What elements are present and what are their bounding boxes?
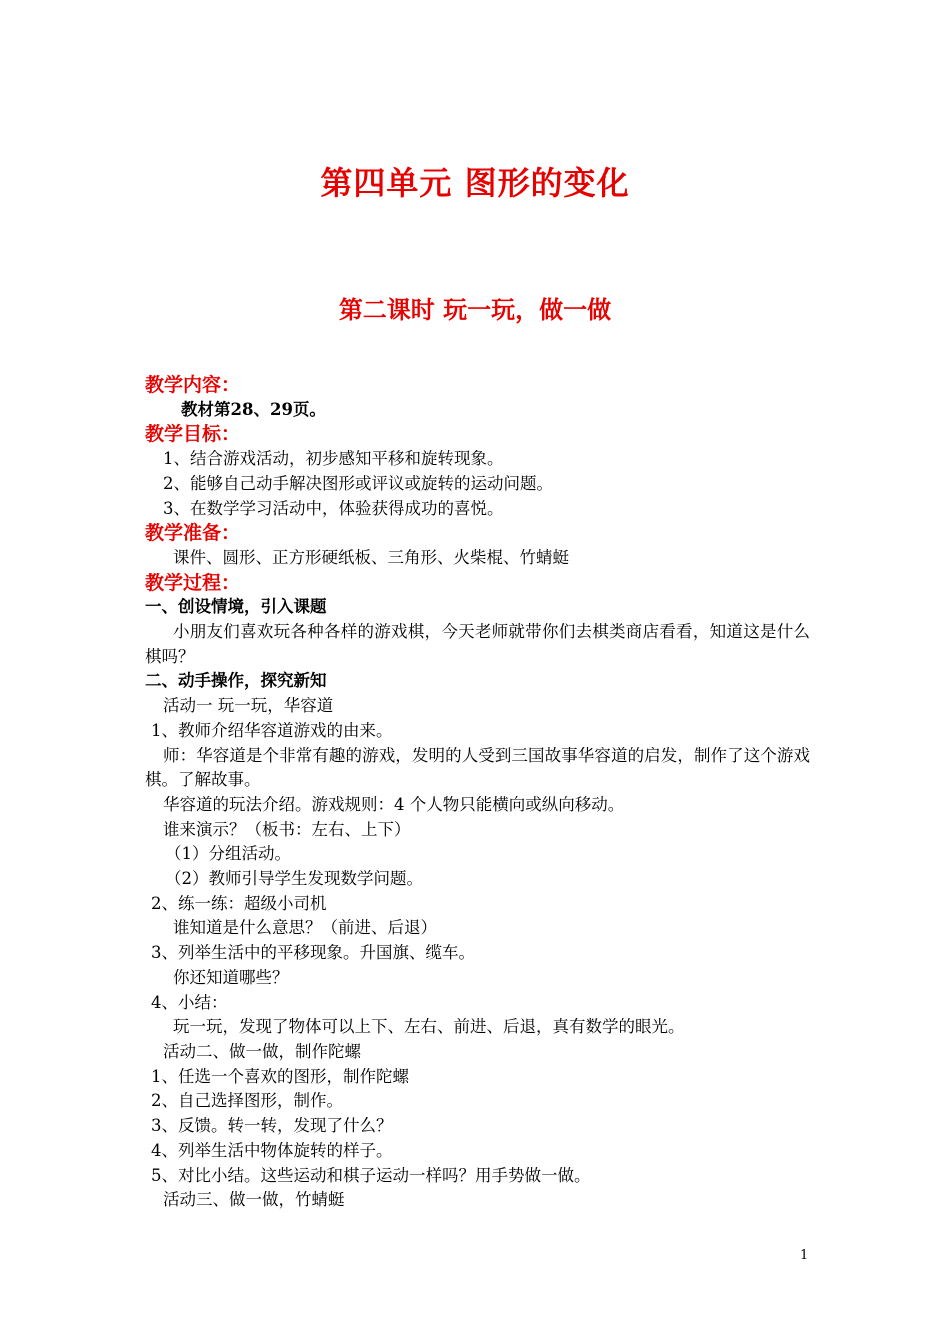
- process-line: 谁来演示？（板书：左右、上下）: [163, 819, 411, 839]
- prep-text: 课件、圆形、正方形硬纸板、三角形、火柴棍、竹蜻蜓: [173, 547, 569, 567]
- process-line: 2、练一练：超级小司机: [151, 893, 327, 913]
- process-line: 5、对比小结。这些运动和棋子运动一样吗？用手势做一做。: [151, 1165, 591, 1185]
- goal-item: 2、能够自己动手解决图形或评议或旋转的运动问题。: [163, 473, 553, 493]
- unit-title: 第四单元 图形的变化: [320, 164, 630, 202]
- goal-item: 1、结合游戏活动，初步感知平移和旋转现象。: [163, 449, 504, 469]
- page-number: 1: [800, 1248, 809, 1263]
- process-line: 活动三、做一做，竹蜻蜓: [163, 1190, 345, 1210]
- process-part1-heading: 一、创设情境，引入课题: [145, 597, 327, 617]
- process-line: 你还知道哪些？: [173, 967, 289, 987]
- section-heading-content: 教学内容：: [145, 374, 241, 396]
- process-line: 3、反馈。转一转，发现了什么？: [151, 1116, 393, 1136]
- section-heading-goals: 教学目标：: [145, 423, 241, 446]
- goal-item: 3、在数学学习活动中，体验获得成功的喜悦。: [163, 498, 504, 518]
- content-text: 教材第28、29页。: [181, 399, 326, 419]
- process-line: 4、小结：: [151, 992, 228, 1012]
- process-line: 2、自己选择图形，制作。: [151, 1091, 343, 1111]
- process-line: 玩一玩，发现了物体可以上下、左右、前进、后退，真有数学的眼光。: [173, 1017, 685, 1037]
- process-line: 4、列举生活中物体旋转的样子。: [151, 1140, 393, 1160]
- lesson-title: 第二课时 玩一玩，做一做: [338, 296, 612, 324]
- process-line: 3、列举生活中的平移现象。升国旗、缆车。: [151, 943, 475, 963]
- process-part2-heading: 二、动手操作，探究新知: [145, 671, 327, 691]
- process-line: （2）教师引导学生发现数学问题。: [165, 869, 423, 889]
- section-heading-process: 教学过程：: [145, 571, 241, 594]
- section-heading-prep: 教学准备：: [145, 522, 241, 545]
- process-line: 华容道的玩法介绍。游戏规则：4 个人物只能横向或纵向移动。: [163, 794, 625, 814]
- process-line: 1、任选一个喜欢的图形，制作陀螺: [151, 1066, 409, 1086]
- process-line: （1）分组活动。: [165, 844, 291, 864]
- process-part1-text: 小朋友们喜欢玩各种各样的游戏棋，今天老师就带你们去棋类商店看看，知道这是什么棋吗？: [145, 622, 810, 666]
- process-line: 1、教师介绍华容道游戏的由来。: [151, 720, 393, 740]
- process-line: 活动一 玩一玩，华容道: [163, 696, 334, 716]
- process-line: 师：华容道是个非常有趣的游戏，发明的人受到三国故事华容道的启发，制作了这个游戏棋。了解故事。: [145, 745, 810, 790]
- lesson-content: [145, 373, 810, 1213]
- process-line: 活动二、做一做，制作陀螺: [163, 1041, 361, 1061]
- process-line: 谁知道是什么意思？（前进、后退）: [173, 918, 437, 938]
